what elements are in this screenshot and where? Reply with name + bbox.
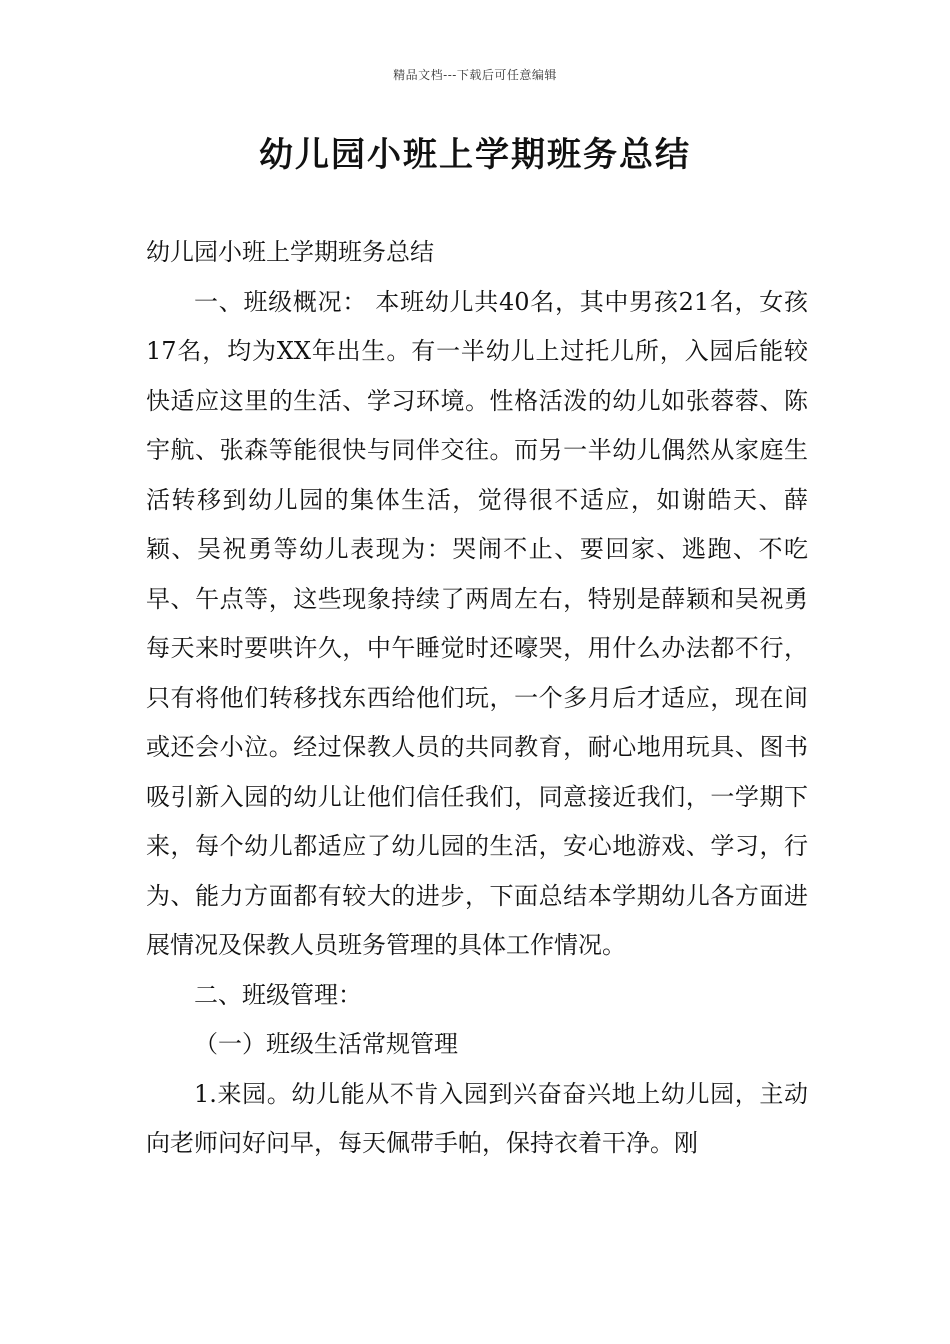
paragraph-class-overview: 一、班级概况： 本班幼儿共40名，其中男孩21名，女孩17名，均为XX年出生。有一半幼儿上过托儿所，入园后能较快适应这里的生活、学习环境。性格活泼的幼儿如张蓉蓉、陈宇航、张森等能很快与同伴交往。而另一半幼儿偶然从家庭生活转移到幼儿园的集体生活，觉得很不适应，如谢皓天、薛颖、吴祝勇等幼儿表现为：哭闹不止、要回家、逃跑、不吃早、午点等，这些现象持续了两周左右，特别是薛颖和吴祝勇每天来时要哄许久，中午睡觉时还嚎哭，用什么办法都不行，只有将他们转移找东西给他们玩，一个多月后才适应，现在间或还会小泣。经过保教人员的共同教育，耐心地用玩具、图书吸引新入园的幼儿让他们信任我们，同意接近我们，一学期下来，每个幼儿都适应了幼儿园的生活，安心地游戏、学习，行为、能力方面都有较大的进步，下面总结本学期幼儿各方面进展情况及保教人员班务管理的具体工作情况。 xyxy=(146,287,808,959)
paragraph-section-heading: 二、班级管理： xyxy=(194,980,362,1009)
header-note: 精品文档---下载后可任意编辑 xyxy=(393,68,557,82)
paragraph-subsection-heading: （一）班级生活常规管理 xyxy=(194,1030,458,1058)
document-body xyxy=(146,228,808,1169)
document-title: 幼儿园小班上学期班务总结 xyxy=(259,135,691,175)
paragraph-arrival: 1.来园。幼儿能从不肯入园到兴奋奋兴地上幼儿园，主动向老师问好问早，每天佩带手帕，保持衣着干净。刚 xyxy=(146,1079,808,1157)
paragraph-subtitle: 幼儿园小班上学期班务总结 xyxy=(146,238,434,266)
